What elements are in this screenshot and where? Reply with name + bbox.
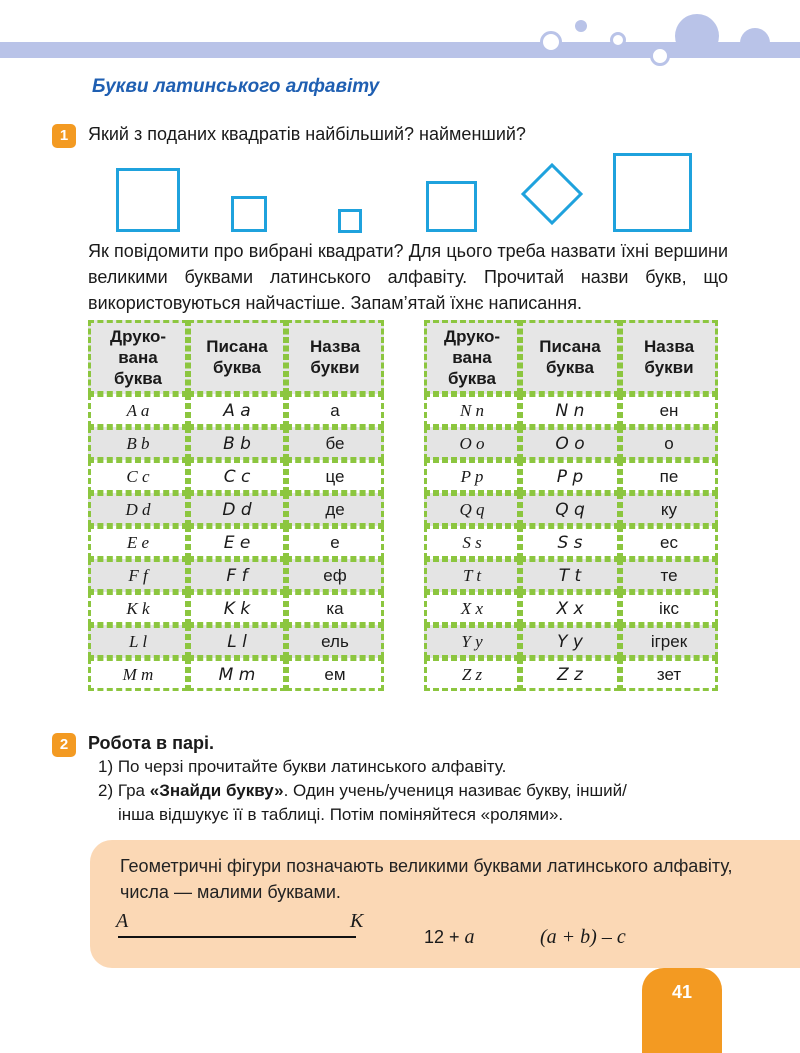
printed-letter: Q q <box>424 493 520 526</box>
printed-letter: F f <box>88 559 188 592</box>
task2-number-badge: 2 <box>52 733 76 757</box>
letter-name: ку <box>620 493 718 526</box>
decor-bubble <box>650 46 670 66</box>
written-letter: E e <box>188 526 286 559</box>
section-title: Букви латинського алфавіту <box>92 76 380 97</box>
printed-letter: E e <box>88 526 188 559</box>
square-2 <box>231 196 267 232</box>
letter-name: а <box>286 394 384 427</box>
written-letter: M m <box>188 658 286 691</box>
letter-name: ель <box>286 625 384 658</box>
printed-letter: D d <box>88 493 188 526</box>
expression-1: 12 + a <box>424 926 475 948</box>
square-4 <box>426 181 477 232</box>
alphabet-table-right <box>424 320 718 691</box>
task1-paragraph: Як повідомити про вибрані квадрати? Для цього треба назвати їхні вершини великими буквами латинського алфавіту. Прочитай назви букв, що використовуються найчастіше. Запам’ятай їхнє написання. <box>88 241 728 313</box>
written-letter: K k <box>188 592 286 625</box>
page-number: 41 <box>642 968 722 1053</box>
letter-name: ем <box>286 658 384 691</box>
decor-bubble <box>540 31 562 53</box>
written-letter: O o <box>520 427 620 460</box>
written-letter: F f <box>188 559 286 592</box>
letter-name: ес <box>620 526 718 559</box>
letter-name: бе <box>286 427 384 460</box>
rule-note-text: Геометричні фігури позначають великими буквами латинського алфавіту, числа — малими буквами. <box>120 856 733 902</box>
printed-letter: L l <box>88 625 188 658</box>
letter-name: е <box>286 526 384 559</box>
header-name: Назва букви <box>286 320 384 394</box>
printed-letter: Y y <box>424 625 520 658</box>
letter-name: те <box>620 559 718 592</box>
written-letter: Z z <box>520 658 620 691</box>
written-letter: L l <box>188 625 286 658</box>
square-6 <box>613 153 692 232</box>
printed-letter: P p <box>424 460 520 493</box>
decor-bubble <box>740 28 770 58</box>
letter-name: еф <box>286 559 384 592</box>
decor-bubble <box>575 20 587 32</box>
written-letter: X x <box>520 592 620 625</box>
written-letter: Q q <box>520 493 620 526</box>
square-3 <box>338 209 362 233</box>
segment-end-label: K <box>350 910 364 932</box>
task2-title: Робота в парі. <box>88 733 214 753</box>
letter-name: пе <box>620 460 718 493</box>
decor-bubble <box>610 32 626 48</box>
written-letter: C c <box>188 460 286 493</box>
header-printed: Друко- вана буква <box>88 320 188 394</box>
letter-name: ен <box>620 394 718 427</box>
decor-bubble <box>675 14 719 58</box>
written-letter: D d <box>188 493 286 526</box>
expression-2: (a + b) – c <box>540 926 626 948</box>
printed-letter: S s <box>424 526 520 559</box>
header-written: Писана буква <box>188 320 286 394</box>
letter-name: ікс <box>620 592 718 625</box>
letter-name: ігрек <box>620 625 718 658</box>
square-5-rotated <box>521 163 583 225</box>
written-letter: S s <box>520 526 620 559</box>
task2-item-2: 2) Гра «Знайди букву». Один учень/учениця називає букву, інший/ <box>98 781 627 800</box>
printed-letter: N n <box>424 394 520 427</box>
segment-start-label: A <box>116 910 129 932</box>
letter-name: це <box>286 460 384 493</box>
printed-letter: X x <box>424 592 520 625</box>
letter-name: ка <box>286 592 384 625</box>
printed-letter: K k <box>88 592 188 625</box>
task2-item-2-continued: інша відшукує її в таблиці. Потім поміняйтеся «ролями». <box>118 805 564 824</box>
printed-letter: C c <box>88 460 188 493</box>
printed-letter: A a <box>88 394 188 427</box>
printed-letter: O o <box>424 427 520 460</box>
written-letter: P p <box>520 460 620 493</box>
header-written: Писана буква <box>520 320 620 394</box>
written-letter: B b <box>188 427 286 460</box>
square-1 <box>116 168 180 232</box>
header-name: Назва букви <box>620 320 718 394</box>
task2-item-1: 1) По черзі прочитайте букви латинського алфавіту. <box>98 757 507 776</box>
header-printed: Друко- вана буква <box>424 320 520 394</box>
written-letter: T t <box>520 559 620 592</box>
letter-name: зет <box>620 658 718 691</box>
written-letter: Y y <box>520 625 620 658</box>
printed-letter: T t <box>424 559 520 592</box>
written-letter: A a <box>188 394 286 427</box>
segment-ak <box>118 936 356 938</box>
letter-name: о <box>620 427 718 460</box>
printed-letter: B b <box>88 427 188 460</box>
task1-question: Який з поданих квадратів найбільший? найменший? <box>88 124 526 144</box>
alphabet-table-left <box>88 320 384 691</box>
task1-number-badge: 1 <box>52 124 76 148</box>
printed-letter: Z z <box>424 658 520 691</box>
letter-name: де <box>286 493 384 526</box>
written-letter: N n <box>520 394 620 427</box>
printed-letter: M m <box>88 658 188 691</box>
